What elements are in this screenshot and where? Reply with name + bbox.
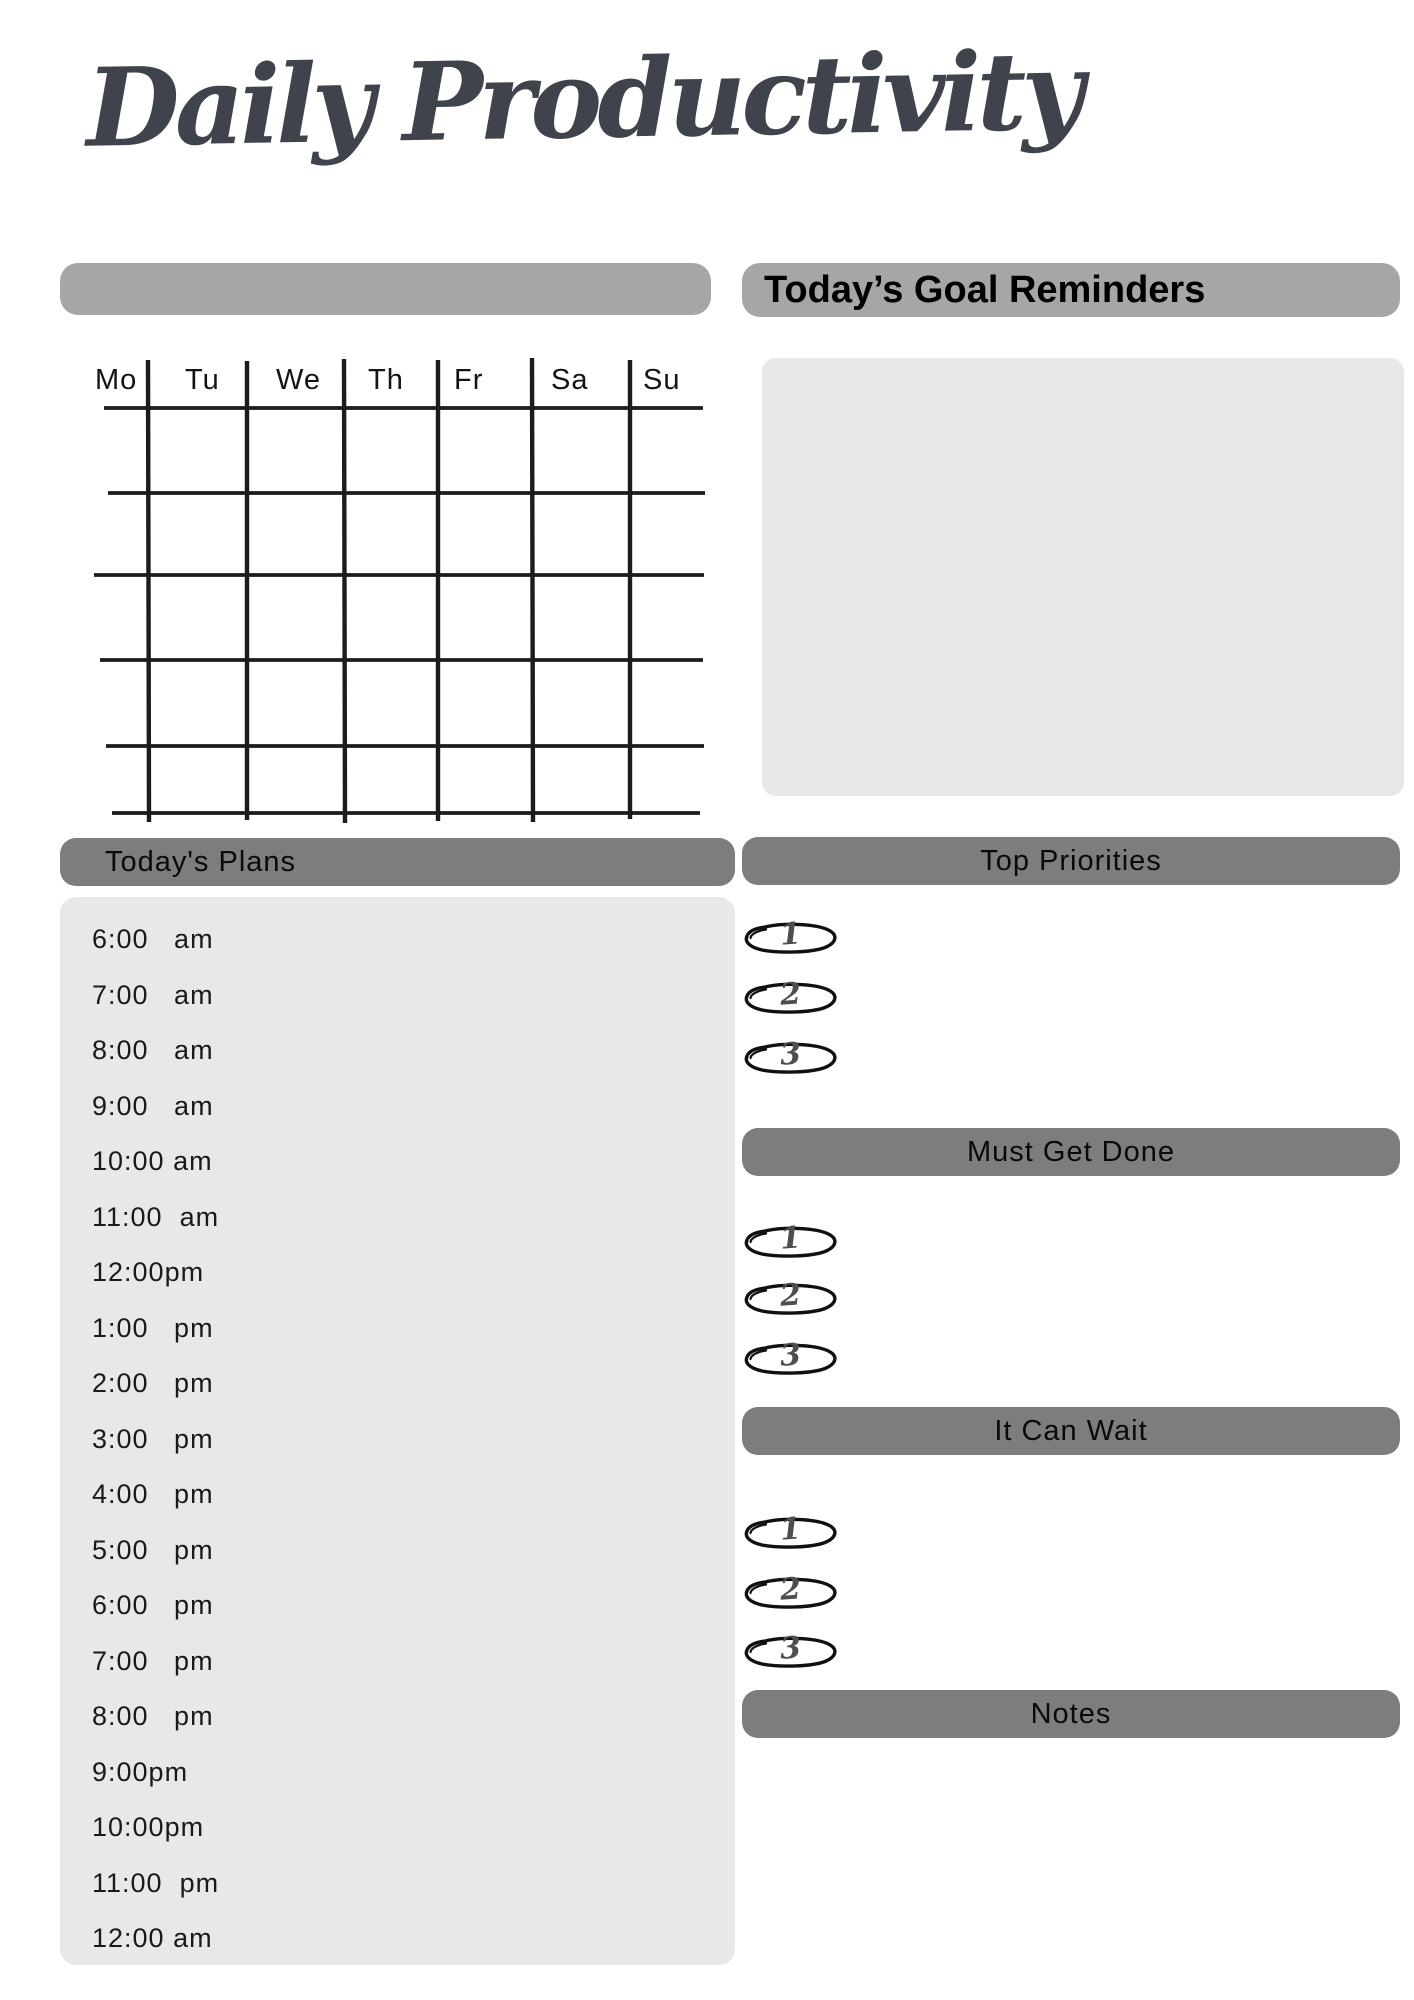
- top-priority-circle-2: [742, 976, 839, 1015]
- time-slot: 3:00 pm: [92, 1423, 214, 1454]
- priority-number: 3: [778, 1036, 803, 1073]
- day-label-su: Su: [643, 364, 681, 396]
- plans-header: [60, 838, 735, 886]
- plans-title: Today's Plans: [105, 845, 297, 878]
- time-slot: 2:00 pm: [92, 1368, 214, 1399]
- time-slot: 7:00 pm: [92, 1645, 214, 1676]
- time-slot: 7:00 am: [92, 979, 214, 1010]
- day-label-mo: Mo: [95, 364, 138, 396]
- must-get-done-circle-1: [742, 1220, 839, 1259]
- goal-reminders-title: Today’s Goal Reminders: [764, 268, 1206, 311]
- time-slot: 6:00 pm: [92, 1590, 214, 1621]
- time-slot: 10:00 am: [92, 1146, 213, 1177]
- priority-number: 3: [778, 1630, 803, 1667]
- time-slot: 5:00 pm: [92, 1534, 214, 1565]
- it-can-wait-circle-1: [742, 1511, 839, 1550]
- time-slot: 11:00 pm: [92, 1867, 220, 1898]
- time-slot: 6:00 am: [92, 924, 214, 955]
- top-priorities-title: Top Priorities: [980, 844, 1162, 877]
- priority-number: 1: [778, 916, 803, 953]
- left-header-bar: [60, 263, 711, 315]
- notes-header: [742, 1690, 1400, 1738]
- time-slot: 12:00pm: [92, 1257, 205, 1288]
- time-slot: 11:00 am: [92, 1201, 220, 1232]
- priority-number: 1: [778, 1511, 803, 1548]
- must-get-done-header: [742, 1128, 1400, 1176]
- must-get-done-circle-2: [742, 1277, 839, 1316]
- notes-title: Notes: [1030, 1697, 1112, 1730]
- time-slot: 4:00 pm: [92, 1479, 214, 1510]
- goal-reminders-header: [742, 263, 1400, 317]
- day-label-sa: Sa: [551, 364, 589, 396]
- it-can-wait-header: [742, 1407, 1400, 1455]
- time-slot: 10:00pm: [92, 1812, 205, 1843]
- goal-reminders-box: [762, 358, 1404, 796]
- top-priority-circle-3: [742, 1036, 839, 1075]
- day-label-we: We: [276, 364, 321, 396]
- it-can-wait-circle-3: [742, 1630, 839, 1669]
- it-can-wait-circle-2: [742, 1571, 839, 1610]
- top-priority-circle-1: [742, 916, 839, 955]
- priority-number: 1: [778, 1220, 803, 1257]
- day-label-fr: Fr: [454, 364, 484, 396]
- time-slot: 8:00 am: [92, 1035, 214, 1066]
- calendar-grid: [58, 352, 718, 832]
- priority-number: 2: [778, 1277, 803, 1314]
- page-title: Daily Productivity: [84, 28, 1081, 172]
- must-get-done-circle-3: [742, 1337, 839, 1376]
- priority-number: 2: [778, 1571, 803, 1608]
- time-slot: 9:00 am: [92, 1090, 214, 1121]
- day-label-th: Th: [368, 364, 404, 396]
- time-slot: 9:00pm: [92, 1756, 189, 1787]
- must-get-done-title: Must Get Done: [966, 1135, 1176, 1168]
- day-label-tu: Tu: [185, 364, 220, 396]
- time-slot: 12:00 am: [92, 1923, 213, 1954]
- weekly-calendar: [58, 352, 718, 832]
- top-priorities-header: [742, 837, 1400, 885]
- time-slot: 1:00 pm: [92, 1312, 214, 1343]
- priority-number: 3: [778, 1337, 803, 1374]
- priority-number: 2: [778, 976, 803, 1013]
- it-can-wait-title: It Can Wait: [994, 1414, 1148, 1447]
- plans-panel: [60, 897, 735, 1965]
- time-slot: 8:00 pm: [92, 1701, 214, 1732]
